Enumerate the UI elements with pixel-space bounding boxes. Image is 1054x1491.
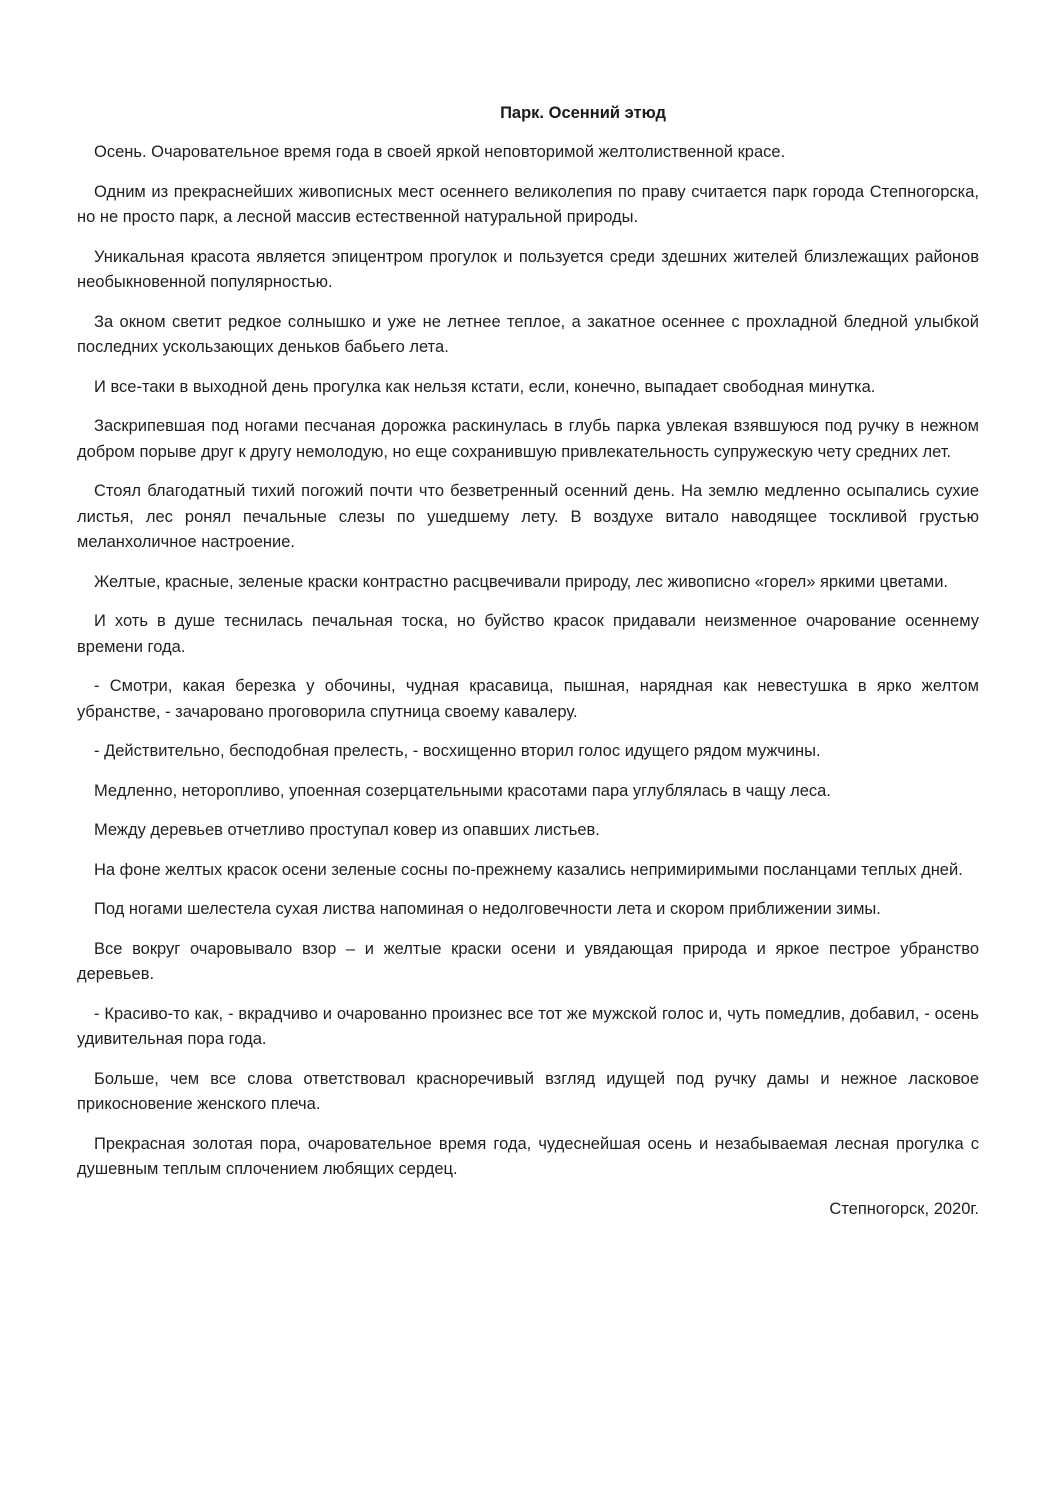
paragraph: Больше, чем все слова ответствовал красноречивый взгляд идущей под ручку дамы и нежное ласковое прикосновение женского плеча. <box>77 1069 979 1113</box>
document-body <box>77 100 979 1222</box>
paragraph: Между деревьев отчетливо проступал ковер из опавших листьев. <box>94 821 600 839</box>
paragraph: Осень. Очаровательное время года в своей яркой неповторимой желтолиственной красе. <box>94 143 786 161</box>
document-signature: Степногорск, 2020г. <box>829 1199 979 1218</box>
paragraph: Все вокруг очаровывало взор – и желтые краски осени и увядающая природа и яркое пестрое убранство деревьев. <box>77 939 979 983</box>
paragraph: Одним из прекраснейших живописных мест осеннего великолепия по праву считается парк города Степногорска, но не просто парк, а лесной массив естественной натуральной природы. <box>77 182 979 226</box>
paragraph: - Красиво-то как, - вкрадчиво и очарованно произнес все тот же мужской голос и, чуть помедлив, добавил, - осень удивительная пора года. <box>77 1004 979 1048</box>
paragraph: За окном светит редкое солнышко и уже не летнее теплое, а закатное осеннее с прохладной бледной улыбкой последних ускользающих деньков бабьего лета. <box>77 312 979 356</box>
paragraph: Под ногами шелестела сухая листва напоминая о недолговечности лета и скором приближении зимы. <box>94 900 881 918</box>
paragraph: Прекрасная золотая пора, очаровательное время года, чудеснейшая осень и незабываемая лесная прогулка с душевным теплым сплочением любящих сердец. <box>77 1134 979 1178</box>
paragraph: Уникальная красота является эпицентром прогулок и пользуется среди здешних жителей близлежащих районов необыкновенной популярностью. <box>77 247 979 291</box>
paragraph: Желтые, красные, зеленые краски контрастно расцвечивали природу, лес живописно «горел» яркими цветами. <box>94 572 949 591</box>
document-title: Парк. Осенний этюд <box>500 104 666 122</box>
paragraph: - Смотри, какая березка у обочины, чудная красавица, пышная, нарядная как невестушка в ярко желтом убранстве, - зачаровано проговорила спутница своему кавалеру. <box>77 677 979 721</box>
paragraph: И хоть в душе теснилась печальная тоска, но буйство красок придавали неизменное очарование осеннему времени года. <box>77 612 979 656</box>
paragraph: Медленно, неторопливо, упоенная созерцательными красотами пара углублялась в чащу леса. <box>94 781 831 800</box>
paragraph: Заскрипевшая под ногами песчаная дорожка раскинулась в глубь парка увлекая взявшуюся под ручку в нежном добром порыве друг к другу немолодую, но еще сохранившую привлекательность супружескую чету средних лет. <box>77 417 979 461</box>
paragraph: Стоял благодатный тихий погожий почти что безветренный осенний день. На землю медленно осыпались сухие листья, лес ронял печальные слезы по ушедшему лету. В воздухе витало наводящее тоскливой грустью меланхоличное настроение. <box>77 482 979 551</box>
paragraph: На фоне желтых красок осени зеленые сосны по-прежнему казались непримиримыми посланцами теплых дней. <box>94 860 963 879</box>
paragraph: - Действительно, бесподобная прелесть, - восхищенно вторил голос идущего рядом мужчины. <box>94 742 821 760</box>
paragraph: И все-таки в выходной день прогулка как нельзя кстати, если, конечно, выпадает свободная минутка. <box>94 377 876 396</box>
